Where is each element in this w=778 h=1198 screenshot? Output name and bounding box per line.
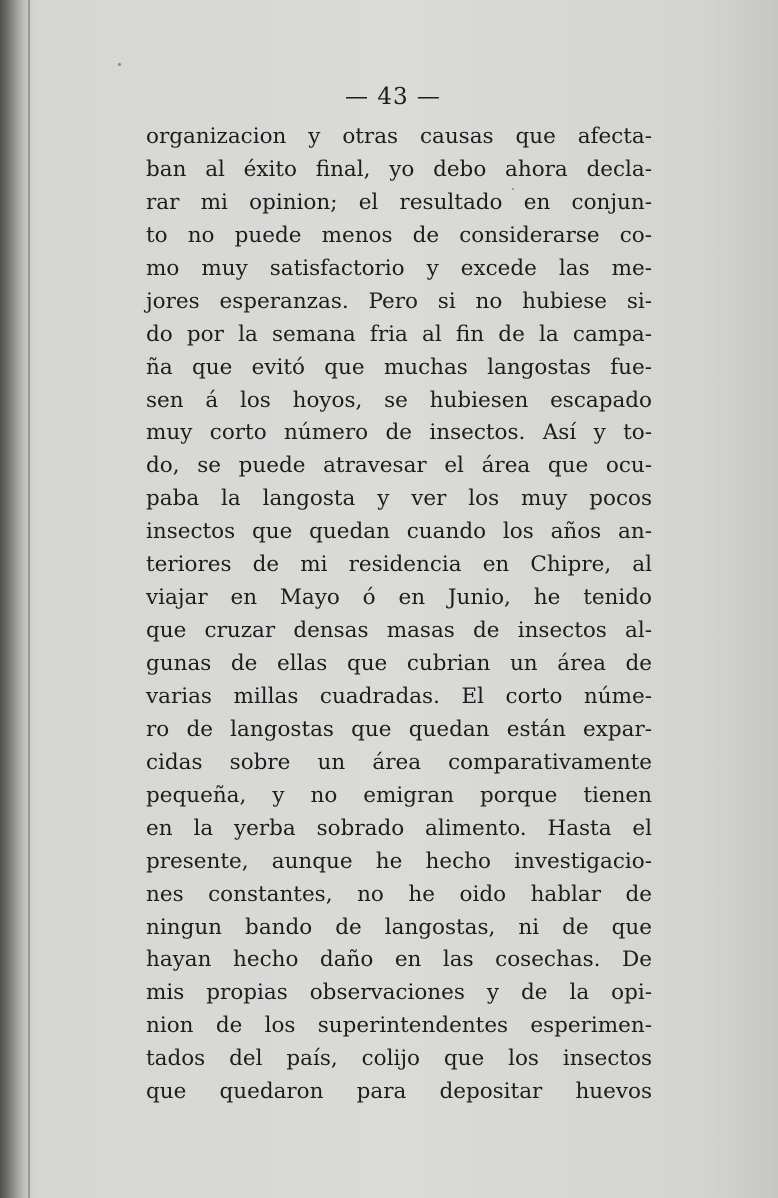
binding-gutter-edge bbox=[28, 0, 30, 1198]
text-line: insectos que quedan cuando los años an- bbox=[146, 519, 652, 545]
text-line: do, se puede atravesar el área que ocu- bbox=[146, 453, 652, 479]
text-line: presente, aunque he hecho investigacio- bbox=[146, 848, 652, 874]
text-line: sen á los hoyos, se hubiesen escapado bbox=[146, 387, 652, 413]
text-line: mis propias observaciones y de la opi- bbox=[146, 980, 652, 1006]
body-paragraph bbox=[146, 121, 652, 1109]
text-line: jores esperanzas. Pero si no hubiese si- bbox=[146, 288, 652, 314]
text-line: mo muy satisfactorio y excede las me- bbox=[146, 255, 652, 281]
text-line: to no puede menos de considerarse co- bbox=[146, 222, 652, 248]
text-line: paba la langosta y ver los muy pocos bbox=[146, 486, 652, 512]
text-line: gunas de ellas que cubrian un área de bbox=[146, 651, 652, 676]
text-line: varias millas cuadradas. El corto núme- bbox=[146, 683, 652, 709]
text-line: ro de langostas que quedan están expar- bbox=[146, 716, 652, 742]
binding-gutter-shadow bbox=[0, 0, 30, 1198]
text-line: que cruzar densas masas de insectos al- bbox=[146, 618, 652, 644]
text-line: teriores de mi residencia en Chipre, al bbox=[146, 552, 652, 578]
text-line: cidas sobre un área comparativamente bbox=[146, 749, 652, 775]
paper-speck bbox=[118, 63, 121, 66]
text-line: muy corto número de insectos. Así y to- bbox=[146, 420, 652, 446]
text-line: nes constantes, no he oido hablar de bbox=[146, 881, 652, 907]
text-line: rar mi opinion; el resultado en conjun- bbox=[146, 189, 652, 215]
text-line: nion de los superintendentes esperimen- bbox=[146, 1013, 652, 1039]
text-line: viajar en Mayo ó en Junio, he tenido bbox=[146, 585, 652, 611]
text-line: tados del país, colijo que los insectos bbox=[146, 1046, 652, 1072]
page-number: — 43 — bbox=[345, 84, 441, 110]
text-line: que quedaron para depositar huevos bbox=[146, 1079, 652, 1105]
text-line: ban al éxito final, yo debo ahora decla- bbox=[146, 156, 652, 182]
text-line: ña que evitó que muchas langostas fue- bbox=[146, 354, 652, 380]
text-line: hayan hecho daño en las cosechas. De bbox=[146, 947, 652, 973]
text-line: pequeña, y no emigran porque tienen bbox=[146, 782, 652, 808]
text-line: en la yerba sobrado alimento. Hasta el bbox=[146, 815, 652, 841]
text-line: organizacion y otras causas que afecta- bbox=[146, 124, 652, 149]
text-line: ningun bando de langostas, ni de que bbox=[146, 914, 652, 940]
text-line: do por la semana fria al fin de la campa- bbox=[146, 321, 652, 347]
